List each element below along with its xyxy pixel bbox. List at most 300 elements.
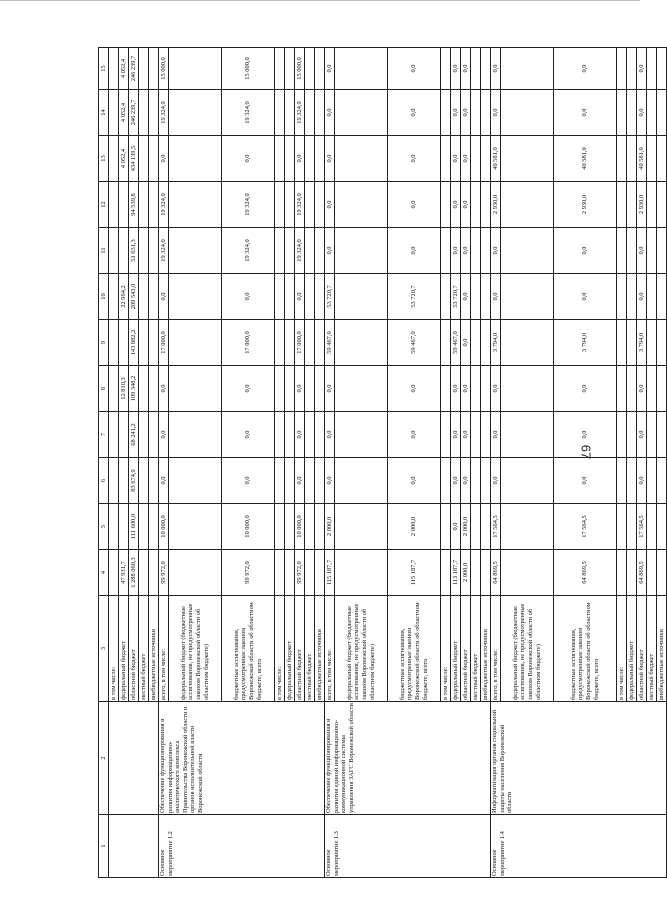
value-cell: 40 581,0 [491, 136, 501, 182]
measure-status-cell: Основное мероприятие 1.2 [159, 815, 325, 878]
value-cell [169, 228, 222, 274]
value-cell [647, 550, 657, 596]
value-cell [305, 48, 315, 90]
value-cell [285, 136, 295, 182]
value-cell [471, 366, 481, 412]
column-number-cell: 12 [99, 182, 109, 228]
value-cell [139, 136, 149, 182]
value-cell: 10 000,0 [159, 504, 169, 550]
value-cell: 0,0 [451, 366, 461, 412]
measure-status-cell: Основное мероприятие 1.3 [325, 815, 491, 878]
value-cell: 0,0 [295, 458, 305, 504]
value-cell: 0,0 [325, 90, 335, 136]
value-cell [471, 274, 481, 320]
value-cell [315, 48, 325, 90]
value-cell: 111 600,0 [129, 504, 139, 550]
value-cell [501, 182, 554, 228]
budget-table-rotated [98, 48, 665, 878]
value-cell: 1 288 060,3 [129, 550, 139, 596]
value-cell [627, 90, 637, 136]
value-cell [335, 504, 388, 550]
value-cell: 83 674,9 [129, 458, 139, 504]
value-cell [315, 458, 325, 504]
table-row [109, 48, 119, 878]
funding-source-cell: федеральный бюджет [119, 596, 129, 702]
value-cell [109, 320, 119, 366]
value-cell: 0,0 [325, 182, 335, 228]
value-cell: 0,0 [491, 48, 501, 90]
funding-source-cell: федеральный бюджет [451, 596, 461, 702]
value-cell [169, 550, 222, 596]
value-cell: 19 324,0 [295, 90, 305, 136]
value-cell: 99 972,0 [222, 550, 275, 596]
value-cell [169, 90, 222, 136]
value-cell [335, 412, 388, 458]
value-cell: 0,0 [491, 366, 501, 412]
value-cell [275, 274, 285, 320]
value-cell: 0,0 [461, 182, 471, 228]
value-cell [647, 366, 657, 412]
value-cell: 0,0 [637, 458, 647, 504]
value-cell: 0,0 [325, 458, 335, 504]
value-cell [471, 48, 481, 90]
value-cell [617, 458, 627, 504]
value-cell [119, 458, 129, 504]
measure-title-cell-empty [109, 702, 159, 815]
value-cell [305, 458, 315, 504]
value-cell [315, 550, 325, 596]
value-cell: 246 239,7 [129, 90, 139, 136]
value-cell [285, 274, 295, 320]
value-cell [335, 320, 388, 366]
value-cell [501, 48, 554, 90]
value-cell [647, 136, 657, 182]
column-number-cell: 2 [99, 702, 109, 815]
column-number-cell: 13 [99, 136, 109, 182]
value-cell [657, 182, 667, 228]
value-cell: 99 972,0 [295, 550, 305, 596]
page-top-rule [0, 0, 640, 1]
value-cell: 0,0 [451, 48, 461, 90]
value-cell [275, 504, 285, 550]
value-cell [109, 90, 119, 136]
value-cell: 0,0 [159, 136, 169, 182]
value-cell: 59 467,0 [325, 320, 335, 366]
value-cell: 19 324,0 [159, 90, 169, 136]
value-cell: 10 000,0 [222, 504, 275, 550]
value-cell [275, 458, 285, 504]
value-cell: 64 869,5 [637, 550, 647, 596]
value-cell: 2 000,0 [325, 504, 335, 550]
value-cell: 0,0 [388, 48, 441, 90]
value-cell: 0,0 [491, 90, 501, 136]
value-cell: 0,0 [637, 366, 647, 412]
value-cell: 19 324,0 [295, 228, 305, 274]
funding-source-cell: всего, в том числе: [491, 596, 501, 702]
funding-source-cell: областной бюджет [461, 596, 471, 702]
value-cell: 0,0 [325, 136, 335, 182]
value-cell: 0,0 [295, 274, 305, 320]
value-cell: 17 564,5 [491, 504, 501, 550]
value-cell [627, 182, 637, 228]
value-cell [315, 90, 325, 136]
column-number-cell: 10 [99, 274, 109, 320]
value-cell: 0,0 [325, 228, 335, 274]
table-row [159, 48, 169, 878]
value-cell [285, 228, 295, 274]
value-cell [149, 90, 159, 136]
funding-source-cell: внебюджетные источники [315, 596, 325, 702]
value-cell: 17 000,0 [295, 320, 305, 366]
value-cell [109, 48, 119, 90]
budget-table [98, 47, 667, 878]
value-cell [139, 504, 149, 550]
value-cell [501, 274, 554, 320]
value-cell [285, 458, 295, 504]
value-cell [441, 48, 451, 90]
value-cell [617, 366, 627, 412]
value-cell [627, 228, 637, 274]
value-cell [149, 136, 159, 182]
value-cell [169, 274, 222, 320]
value-cell [657, 48, 667, 90]
value-cell [335, 458, 388, 504]
column-number-cell: 3 [99, 596, 109, 702]
value-cell [305, 228, 315, 274]
value-cell [335, 366, 388, 412]
value-cell: 15 000,0 [159, 48, 169, 90]
value-cell [315, 320, 325, 366]
funding-source-cell: внебюджетные источники [481, 596, 491, 702]
value-cell [627, 412, 637, 458]
value-cell [441, 504, 451, 550]
value-cell [169, 458, 222, 504]
value-cell [305, 412, 315, 458]
value-cell: 0,0 [637, 48, 647, 90]
value-cell: 0,0 [388, 90, 441, 136]
funding-source-cell: бюджетные ассигнования, предусмотренные законом Воронежской области об областном бюджете, всего [222, 596, 275, 702]
column-number-cell: 6 [99, 458, 109, 504]
value-cell: 0,0 [491, 274, 501, 320]
value-cell [275, 320, 285, 366]
value-cell: 0,0 [637, 412, 647, 458]
value-cell [501, 90, 554, 136]
value-cell [169, 504, 222, 550]
funding-source-cell: в том числе: [109, 596, 119, 702]
value-cell: 2 930,0 [637, 182, 647, 228]
value-cell [617, 412, 627, 458]
value-cell [657, 136, 667, 182]
value-cell [657, 320, 667, 366]
value-cell: 4 052,4 [119, 90, 129, 136]
value-cell [149, 320, 159, 366]
value-cell [617, 136, 627, 182]
value-cell [335, 228, 388, 274]
value-cell [109, 228, 119, 274]
value-cell [657, 366, 667, 412]
value-cell [471, 320, 481, 366]
value-cell [471, 412, 481, 458]
value-cell: 0,0 [295, 412, 305, 458]
value-cell [275, 90, 285, 136]
value-cell [109, 274, 119, 320]
value-cell [335, 274, 388, 320]
value-cell [481, 182, 491, 228]
value-cell [647, 504, 657, 550]
value-cell [305, 366, 315, 412]
value-cell [139, 550, 149, 596]
header-row [99, 48, 109, 878]
value-cell: 68 241,2 [129, 412, 139, 458]
value-cell: 2 930,0 [491, 182, 501, 228]
value-cell [627, 550, 637, 596]
value-cell: 3 794,0 [554, 320, 617, 366]
value-cell [441, 412, 451, 458]
value-cell [647, 458, 657, 504]
value-cell [441, 228, 451, 274]
value-cell: 0,0 [461, 274, 471, 320]
funding-source-cell: местный бюджет [471, 596, 481, 702]
funding-source-cell: федеральный бюджет (бюджетные ассигнования, не предусмотренные законом Воронежской области об областном бюджете) [335, 596, 388, 702]
value-cell [481, 550, 491, 596]
funding-source-cell: в том числе: [275, 596, 285, 702]
value-cell [139, 320, 149, 366]
page-number: 67 [578, 444, 594, 460]
value-cell: 246 239,7 [129, 48, 139, 90]
funding-source-cell: всего, в том числе: [325, 596, 335, 702]
value-cell [285, 366, 295, 412]
value-cell [657, 90, 667, 136]
value-cell [501, 320, 554, 366]
value-cell [657, 274, 667, 320]
value-cell [139, 182, 149, 228]
value-cell [119, 412, 129, 458]
value-cell [149, 504, 159, 550]
value-cell [501, 504, 554, 550]
value-cell [617, 90, 627, 136]
value-cell: 17 564,5 [554, 504, 617, 550]
funding-source-cell: федеральный бюджет (бюджетные ассигнования, не предусмотренные законом Воронежской области об областном бюджете) [169, 596, 222, 702]
funding-source-cell: в том числе: [617, 596, 627, 702]
column-number-cell: 4 [99, 550, 109, 596]
value-cell: 15 000,0 [295, 48, 305, 90]
value-cell: 0,0 [451, 504, 461, 550]
value-cell [275, 550, 285, 596]
value-cell: 0,0 [159, 274, 169, 320]
funding-source-cell: областной бюджет [129, 596, 139, 702]
funding-source-cell: бюджетные ассигнования, предусмотренные законом Воронежской области об областном бюджете, всего [554, 596, 617, 702]
value-cell [647, 274, 657, 320]
value-cell [315, 366, 325, 412]
table-row [325, 48, 335, 878]
value-cell [315, 182, 325, 228]
value-cell: 19 324,0 [295, 182, 305, 228]
value-cell [481, 228, 491, 274]
value-cell: 0,0 [451, 458, 461, 504]
value-cell [617, 182, 627, 228]
value-cell [481, 48, 491, 90]
value-cell: 0,0 [222, 412, 275, 458]
value-cell: 0,0 [388, 458, 441, 504]
value-cell [169, 320, 222, 366]
value-cell [627, 48, 637, 90]
value-cell: 0,0 [222, 366, 275, 412]
value-cell [441, 458, 451, 504]
value-cell [119, 182, 129, 228]
value-cell: 0,0 [325, 366, 335, 412]
column-number-cell: 11 [99, 228, 109, 274]
value-cell: 0,0 [388, 182, 441, 228]
value-cell [481, 136, 491, 182]
value-cell [647, 228, 657, 274]
value-cell [139, 412, 149, 458]
funding-source-cell: федеральный бюджет [627, 596, 637, 702]
value-cell: 0,0 [461, 458, 471, 504]
value-cell: 0,0 [222, 458, 275, 504]
value-cell [627, 136, 637, 182]
value-cell: 17 564,5 [637, 504, 647, 550]
value-cell [501, 458, 554, 504]
value-cell [285, 90, 295, 136]
value-cell [617, 48, 627, 90]
value-cell: 19 324,0 [222, 90, 275, 136]
value-cell: 0,0 [461, 366, 471, 412]
value-cell: 3 794,0 [637, 320, 647, 366]
value-cell [647, 90, 657, 136]
value-cell [471, 458, 481, 504]
value-cell [627, 504, 637, 550]
value-cell: 19 324,0 [222, 228, 275, 274]
value-cell: 22 964,2 [119, 274, 129, 320]
value-cell [315, 136, 325, 182]
value-cell [285, 504, 295, 550]
value-cell [617, 228, 627, 274]
value-cell [315, 504, 325, 550]
value-cell: 0,0 [388, 228, 441, 274]
value-cell: 0,0 [295, 136, 305, 182]
value-cell: 0,0 [388, 136, 441, 182]
value-cell [441, 550, 451, 596]
value-cell: 2 000,0 [461, 504, 471, 550]
value-cell [149, 48, 159, 90]
value-cell [657, 504, 667, 550]
value-cell: 0,0 [222, 274, 275, 320]
value-cell [501, 136, 554, 182]
value-cell [139, 366, 149, 412]
funding-source-cell: местный бюджет [139, 596, 149, 702]
value-cell: 0,0 [491, 412, 501, 458]
value-cell: 0,0 [461, 412, 471, 458]
value-cell: 0,0 [451, 182, 461, 228]
value-cell [471, 182, 481, 228]
value-cell: 4 052,4 [119, 48, 129, 90]
value-cell [617, 550, 627, 596]
value-cell [119, 504, 129, 550]
value-cell: 109 348,2 [129, 366, 139, 412]
value-cell: 0,0 [554, 228, 617, 274]
value-cell: 113 187,7 [451, 550, 461, 596]
value-cell: 209 543,0 [129, 274, 139, 320]
value-cell: 0,0 [159, 366, 169, 412]
value-cell [305, 320, 315, 366]
table-row [491, 48, 501, 878]
value-cell: 0,0 [637, 274, 647, 320]
value-cell [169, 366, 222, 412]
value-cell [109, 458, 119, 504]
value-cell [647, 48, 657, 90]
value-cell [501, 228, 554, 274]
value-cell: 17 000,0 [159, 320, 169, 366]
value-cell: 0,0 [451, 412, 461, 458]
value-cell [305, 136, 315, 182]
value-cell: 53 720,7 [451, 274, 461, 320]
value-cell [169, 48, 222, 90]
column-number-cell: 7 [99, 412, 109, 458]
value-cell [657, 228, 667, 274]
funding-source-cell: областной бюджет [295, 596, 305, 702]
value-cell [657, 458, 667, 504]
value-cell [149, 550, 159, 596]
value-cell [275, 136, 285, 182]
measure-title-cell: Обеспечение функционирования и развития единой информационно-коммуникационной системы управления ЗАГС Воронежской области [325, 702, 491, 815]
value-cell: 0,0 [461, 228, 471, 274]
value-cell: 0,0 [461, 136, 471, 182]
value-cell: 4 052,4 [119, 136, 129, 182]
value-cell: 0,0 [388, 412, 441, 458]
value-cell: 19 324,0 [159, 228, 169, 274]
value-cell [109, 412, 119, 458]
value-cell: 53 720,7 [388, 274, 441, 320]
value-cell: 2 930,0 [554, 182, 617, 228]
value-cell: 115 187,7 [325, 550, 335, 596]
value-cell [627, 274, 637, 320]
value-cell [315, 228, 325, 274]
value-cell [169, 136, 222, 182]
value-cell [275, 48, 285, 90]
value-cell [335, 550, 388, 596]
measure-status-cell: Основное мероприятие 1.4 [491, 815, 667, 878]
value-cell [335, 182, 388, 228]
value-cell [471, 228, 481, 274]
measure-title-cell: Информатизация органов социальной защиты населения Воронежской области [491, 702, 667, 815]
value-cell: 0,0 [159, 458, 169, 504]
value-cell [169, 412, 222, 458]
value-cell [657, 550, 667, 596]
value-cell [305, 274, 315, 320]
value-cell: 2 000,0 [461, 550, 471, 596]
value-cell [471, 504, 481, 550]
value-cell [501, 366, 554, 412]
value-cell [481, 412, 491, 458]
value-cell: 0,0 [491, 228, 501, 274]
value-cell: 0,0 [451, 136, 461, 182]
value-cell [139, 48, 149, 90]
value-cell [441, 274, 451, 320]
value-cell [335, 136, 388, 182]
value-cell [617, 504, 627, 550]
value-cell [481, 504, 491, 550]
value-cell: 0,0 [325, 412, 335, 458]
funding-source-cell: областной бюджет [637, 596, 647, 702]
value-cell: 59 467,0 [388, 320, 441, 366]
value-cell: 0,0 [554, 48, 617, 90]
value-cell [285, 182, 295, 228]
value-cell [627, 320, 637, 366]
value-cell: 12 810,3 [119, 366, 129, 412]
value-cell [285, 550, 295, 596]
value-cell: 64 869,5 [554, 550, 617, 596]
funding-source-cell: федеральный бюджет (бюджетные ассигнования, не предусмотренные законом Воронежской области об областном бюджете) [501, 596, 554, 702]
